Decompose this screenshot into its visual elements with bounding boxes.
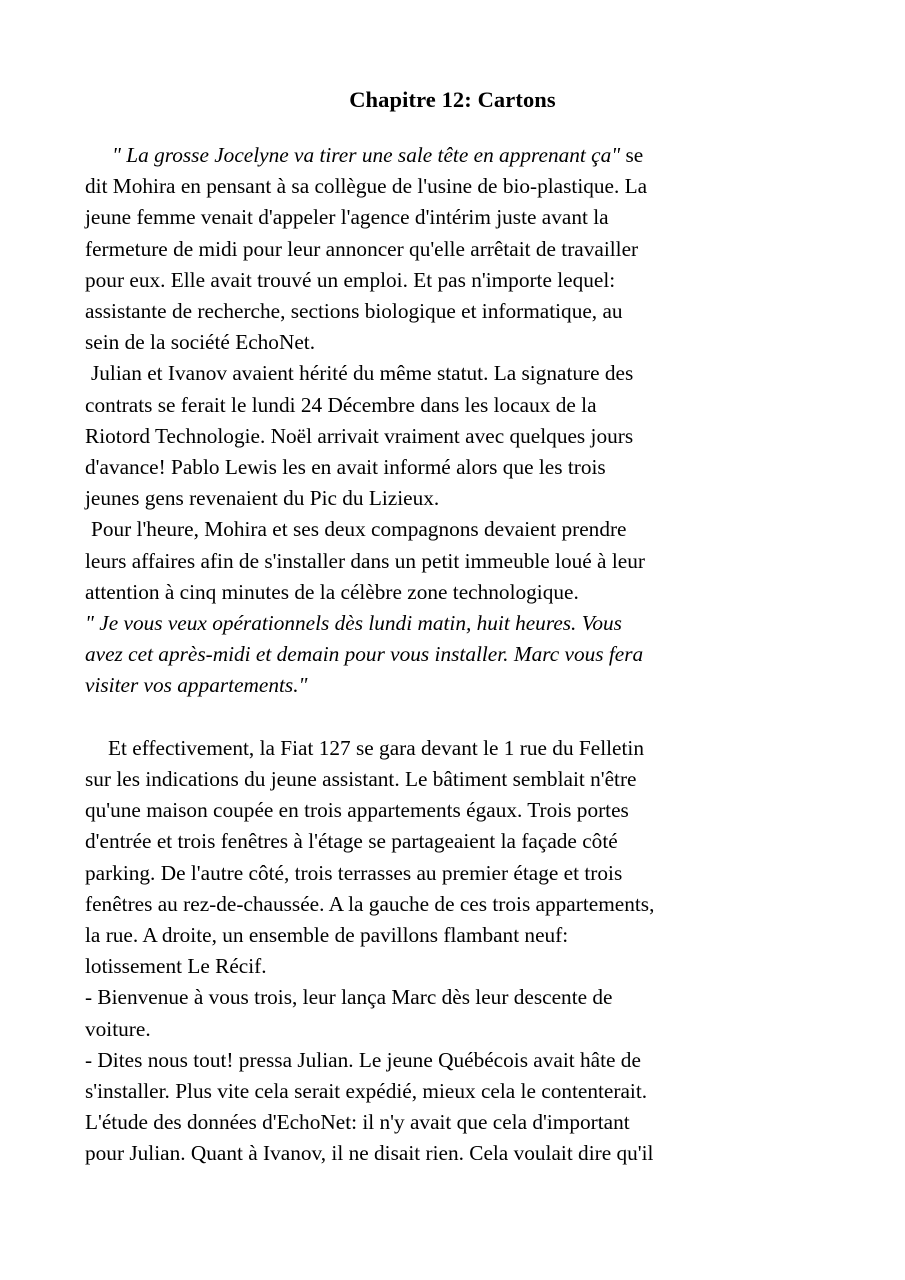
text-run: Et effectivement, la Fiat 127 se gara devant le 1 rue du Felletin: [108, 735, 644, 760]
text-line: [85, 982, 830, 1013]
paragraph: [85, 1045, 830, 1170]
text-line: [85, 889, 830, 920]
italic-run: avez cet après-midi et demain pour vous installer. Marc vous fera: [85, 642, 644, 667]
paragraph: [85, 514, 830, 608]
text-line: [85, 171, 830, 202]
text-run: contrats se ferait le lundi 24 Décembre dans les locaux de la: [85, 392, 597, 417]
text-run: - Dites nous tout! pressa Julian. Le jeune Québécois avait hâte de: [85, 1047, 641, 1072]
text-line: [85, 483, 830, 514]
text-line: [85, 1045, 830, 1076]
text-line: [85, 202, 830, 233]
text-run: Julian et Ivanov avaient hérité du même statut. La signature des: [91, 361, 634, 386]
text-line: [85, 639, 830, 670]
text-line: [85, 733, 830, 764]
body-text: [85, 140, 830, 1170]
italic-run: visiter vos appartements.": [85, 673, 308, 698]
text-line: [85, 390, 830, 421]
text-line: [85, 140, 830, 171]
text-line: [85, 1107, 830, 1138]
paragraph: [85, 358, 830, 514]
text-run: pour eux. Elle avait trouvé un emploi. Et pas n'importe lequel:: [85, 267, 616, 292]
text-run: jeunes gens revenaient du Pic du Lizieux.: [85, 486, 440, 511]
text-run: se: [620, 143, 644, 167]
text-line: [85, 920, 830, 951]
text-line: [85, 764, 830, 795]
text-line: [85, 670, 830, 701]
text-run: voiture.: [85, 1016, 151, 1041]
text-line: [85, 358, 830, 389]
text-run: parking. De l'autre côté, trois terrasses au premier étage et trois: [85, 860, 623, 885]
text-run: - Bienvenue à vous trois, leur lança Marc dès leur descente de: [85, 985, 613, 1010]
text-run: fermeture de midi pour leur annoncer qu'elle arrêtait de travailler: [85, 236, 639, 261]
text-run: dit Mohira en pensant à sa collègue de l'usine de bio-plastique. La: [85, 174, 648, 199]
text-run: qu'une maison coupée en trois appartements égaux. Trois portes: [85, 798, 629, 823]
text-run: s'installer. Plus vite cela serait expédié, mieux cela le contenterait.: [85, 1079, 648, 1104]
text-run: L'étude des données d'EchoNet: il n'y avait que cela d'important: [85, 1110, 630, 1135]
text-line: [85, 1076, 830, 1107]
text-line: [85, 608, 830, 639]
text-run: d'avance! Pablo Lewis les en avait informé alors que les trois: [85, 455, 606, 480]
paragraph-gap: [85, 702, 830, 733]
text-line: [85, 577, 830, 608]
text-line: [85, 421, 830, 452]
text-run: la rue. A droite, un ensemble de pavillons flambant neuf:: [85, 923, 569, 948]
paragraph: [85, 608, 830, 702]
text-run: fenêtres au rez-de-chaussée. A la gauche de ces trois appartements,: [85, 891, 655, 916]
text-run: Pour l'heure, Mohira et ses deux compagnons devaient prendre: [91, 517, 627, 542]
paragraph: [85, 140, 830, 358]
text-line: [85, 327, 830, 358]
text-run: leurs affaires afin de s'installer dans un petit immeuble loué à leur: [85, 548, 645, 573]
text-run: attention à cinq minutes de la célèbre zone technologique.: [85, 579, 579, 604]
text-line: [85, 1014, 830, 1045]
text-line: [85, 296, 830, 327]
paragraph: [85, 982, 830, 1044]
text-run: lotissement Le Récif.: [85, 954, 267, 979]
text-run: sur les indications du jeune assistant. Le bâtiment semblait n'être: [85, 767, 637, 792]
italic-run: " Je vous veux opérationnels dès lundi matin, huit heures. Vous: [85, 611, 622, 636]
text-run: jeune femme venait d'appeler l'agence d'intérim juste avant la: [85, 205, 609, 230]
text-line: [85, 826, 830, 857]
text-run: pour Julian. Quant à Ivanov, il ne disait rien. Cela voulait dire qu'il: [85, 1141, 654, 1166]
paragraph: [85, 733, 830, 983]
text-line: [85, 795, 830, 826]
text-line: [85, 858, 830, 889]
text-line: [85, 265, 830, 296]
page-title: Chapitre 12: Cartons: [349, 87, 556, 112]
text-line: [85, 546, 830, 577]
text-line: [85, 452, 830, 483]
text-line: [85, 1138, 830, 1169]
text-run: d'entrée et trois fenêtres à l'étage se partageaient la façade côté: [85, 829, 618, 854]
italic-run: " La grosse Jocelyne va tirer une sale tête en apprenant ça": [112, 143, 621, 167]
text-line: [85, 234, 830, 265]
text-run: assistante de recherche, sections biologique et informatique, au: [85, 299, 623, 324]
text-run: Riotord Technologie. Noël arrivait vraiment avec quelques jours: [85, 423, 634, 448]
text-run: sein de la société EchoNet.: [85, 330, 316, 355]
text-line: [85, 951, 830, 982]
text-line: [85, 514, 830, 545]
